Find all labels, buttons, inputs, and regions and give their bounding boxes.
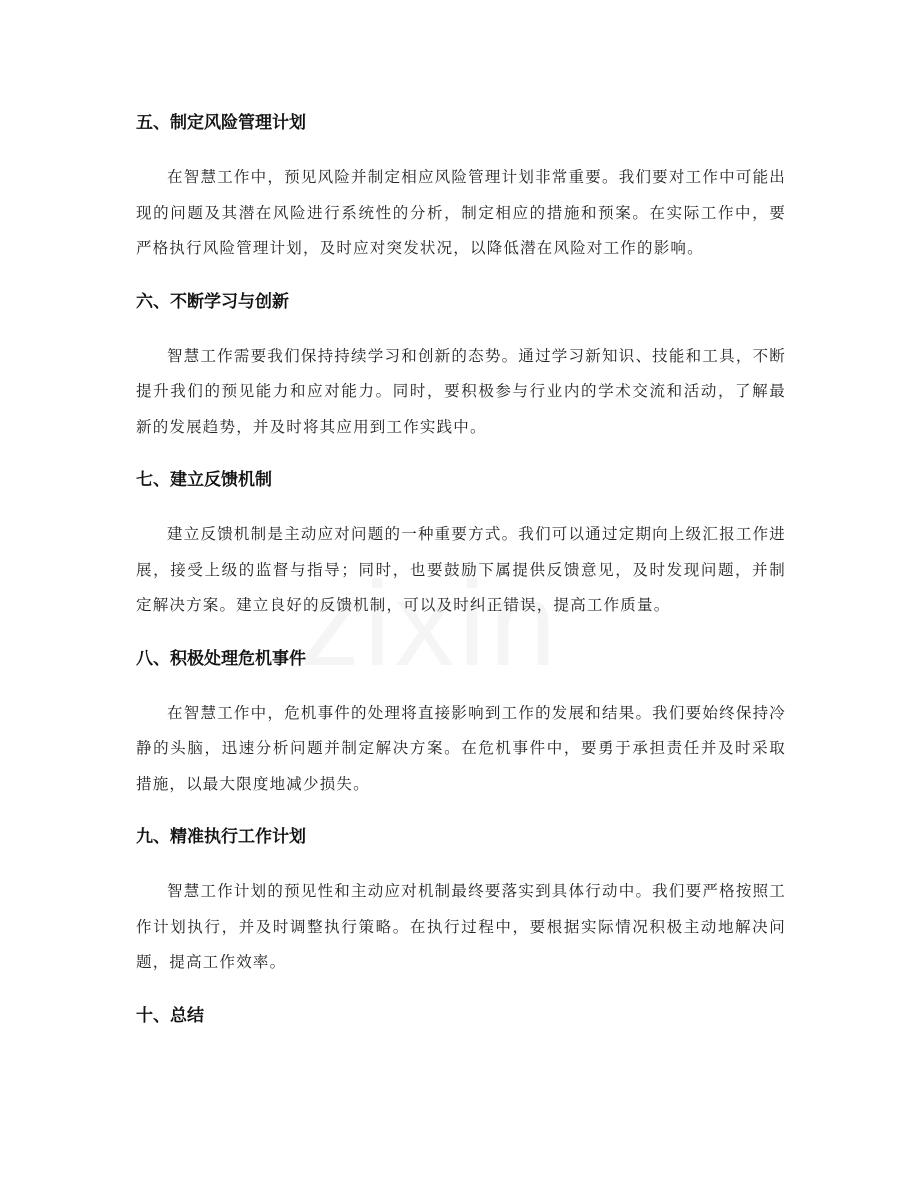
section-paragraph: 智慧工作计划的预见性和主动应对机制最终要落实到具体行动中。我们要严格按照工作计划执行，并及时调整执行策略。在执行过程中，要根据实际情况积极主动地解决问题，提高工作效率。	[136, 882, 786, 971]
section-paragraph: 建立反馈机制是主动应对问题的一种重要方式。我们可以通过定期向上级汇报工作进展，接受上级的监督与指导；同时，也要鼓励下属提供反馈意见，及时发现问题，并制定解决方案。建立良好的反馈机制，可以及时纠正错误，提高工作质量。	[136, 525, 786, 614]
section-paragraph: 在智慧工作中，危机事件的处理将直接影响到工作的发展和结果。我们要始终保持冷静的头脑，迅速分析问题并制定解决方案。在危机事件中，要勇于承担责任并及时采取措施，以最大限度地减少损失。	[136, 703, 786, 793]
section-8	[136, 644, 786, 803]
section-heading: 五、制定风险管理计划	[136, 113, 306, 133]
section-heading: 九、精准执行工作计划	[136, 827, 306, 847]
section-5	[136, 108, 786, 267]
section-10	[136, 1001, 786, 1031]
section-heading: 十、总结	[136, 1005, 204, 1026]
section-paragraph: 在智慧工作中，预见风险并制定相应风险管理计划非常重要。我们要对工作中可能出现的问题及其潜在风险进行系统性的分析，制定相应的措施和预案。在实际工作中，要严格执行风险管理计划，及时应对突发状况，以降低潜在风险对工作的影响。	[136, 168, 786, 257]
section-6	[136, 287, 786, 446]
section-heading: 八、积极处理危机事件	[136, 648, 306, 669]
section-heading: 七、建立反馈机制	[136, 470, 272, 490]
section-paragraph: 智慧工作需要我们保持持续学习和创新的态势。通过学习新知识、技能和工具，不断提升我们的预见能力和应对能力。同时，要积极参与行业内的学术交流和活动，了解最新的发展趋势，并及时将其应用到工作实践中。	[136, 346, 786, 436]
section-9	[136, 822, 786, 981]
document-content	[136, 108, 786, 1031]
section-heading: 六、不断学习与创新	[136, 291, 289, 312]
section-7	[136, 465, 786, 624]
